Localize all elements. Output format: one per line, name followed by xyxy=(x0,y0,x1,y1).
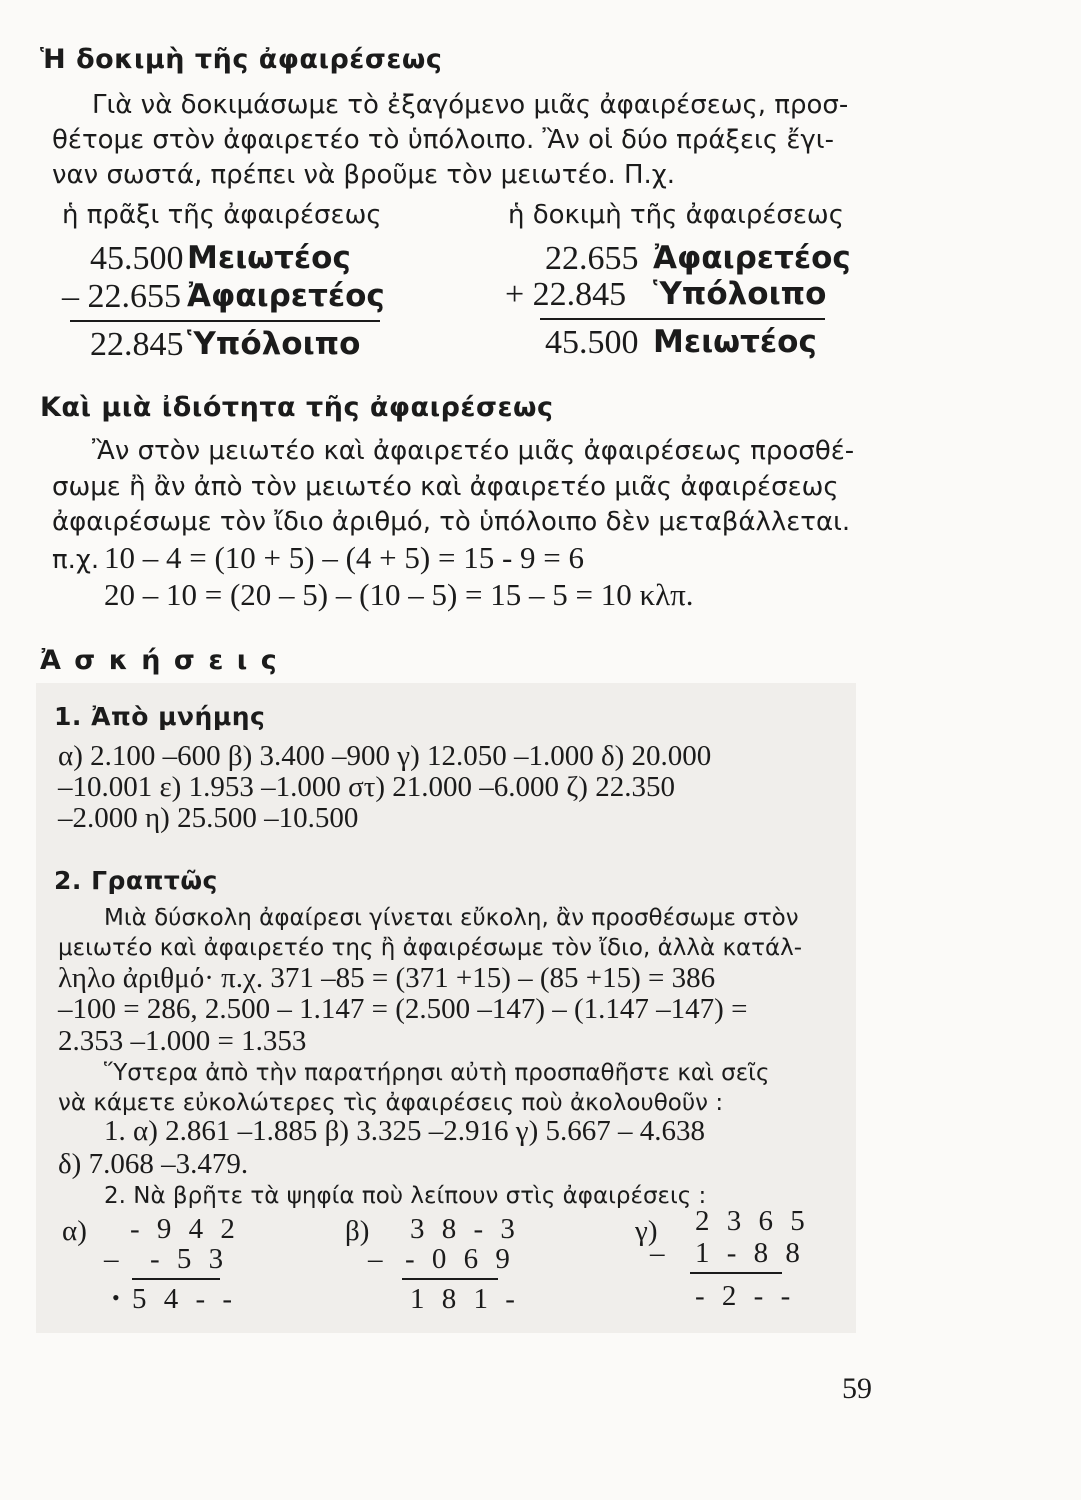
exercise-1-line: –10.001 ε) 1.953 –1.000 στ) 21.000 –6.000 ζ) 22.350 xyxy=(58,771,675,803)
dot-mark: • xyxy=(112,1285,120,1310)
exercise-1-title: 1. Ἀπὸ μνήμης xyxy=(54,702,266,731)
puzzle-c-label: γ) xyxy=(635,1215,658,1247)
puzzle-a-label: α) xyxy=(62,1215,87,1247)
puzzle-b-rule xyxy=(402,1278,498,1280)
puzzle-b-top: 3 8 - 3 xyxy=(410,1213,520,1245)
right-minuend: 45.500 xyxy=(545,324,639,361)
left-subtrahend: – 22.655 xyxy=(62,278,181,315)
right-remainder: + 22.845 xyxy=(505,276,627,313)
puzzle-c-mid: 1 - 8 8 xyxy=(695,1237,805,1269)
paragraph-line: σωμε ἢ ἂν ἀπὸ τὸν μειωτέο καὶ ἀφαιρετέο μιᾶς ἀφαιρέσεως xyxy=(52,472,839,502)
exercise-1-line: α) 2.100 –600 β) 3.400 –900 γ) 12.050 –1.000 δ) 20.000 xyxy=(58,740,712,772)
puzzle-a-result: 5 4 - - xyxy=(132,1283,238,1315)
puzzle-c-sign: – xyxy=(650,1237,665,1269)
section-title-property: Καὶ μιὰ ἰδιότητα τῆς ἀφαιρέσεως xyxy=(40,392,554,423)
section-title-check: Ἡ δοκιμὴ τῆς ἀφαιρέσεως xyxy=(40,44,443,75)
exercise-2-line: 2.353 –1.000 = 1.353 xyxy=(58,1025,307,1057)
puzzle-a-mid: - 5 3 xyxy=(150,1243,229,1275)
right-subtrahend-label: Ἀφαιρετέος xyxy=(653,240,851,276)
puzzle-c-result: - 2 - - xyxy=(695,1280,796,1312)
puzzle-b-sign: – xyxy=(368,1243,383,1275)
right-sum-rule xyxy=(540,318,825,320)
paragraph-line: ναν σωστά, πρέπει νὰ βροῦμε τὸν μειωτέο. Π.χ. xyxy=(52,160,676,190)
paragraph-line: Ἂν στὸν μειωτέο καὶ ἀφαιρετέο μιᾶς ἀφαιρέσεως προσθέ- xyxy=(92,436,855,466)
exercise-2-line: Μιὰ δύσκολη ἀφαίρεσι γίνεται εὔκολη, ἂν προσθέσωμε στὸν xyxy=(104,905,799,931)
puzzle-c-top: 2 3 6 5 xyxy=(695,1205,810,1237)
right-minuend-label: Μειωτέος xyxy=(653,324,817,360)
page-number: 59 xyxy=(842,1372,872,1405)
exercise-2-line: δ) 7.068 –3.479. xyxy=(58,1148,249,1180)
puzzle-a-sign: – xyxy=(104,1243,119,1275)
left-caption: ἡ πρᾶξι τῆς ἀφαιρέσεως xyxy=(62,200,382,230)
paragraph-line: θέτομε στὸν ἀφαιρετέο τὸ ὑπόλοιπο. Ἂν οἱ δύο πράξεις ἔγι- xyxy=(52,125,834,155)
example-line-2: 20 – 10 = (20 – 5) – (10 – 5) = 15 – 5 = 10 κλπ. xyxy=(104,577,694,612)
puzzle-a-top: - 9 4 2 xyxy=(130,1213,240,1245)
right-remainder-label: Ὑπόλοιπο xyxy=(653,276,827,312)
puzzle-c-rule xyxy=(690,1272,782,1274)
left-minuend-label: Μειωτέος xyxy=(187,240,351,276)
exercise-2-title: 2. Γραπτῶς xyxy=(54,866,218,895)
right-caption: ἡ δοκιμὴ τῆς ἀφαιρέσεως xyxy=(508,200,844,230)
puzzle-a-rule xyxy=(132,1278,220,1280)
exercise-2-line: ληλο ἀριθμό· π.χ. 371 –85 = (371 +15) – (85 +15) = 386 xyxy=(58,962,716,994)
exercise-1-line: –2.000 η) 25.500 –10.500 xyxy=(58,802,359,834)
exercise-2-line: –100 = 286, 2.500 – 1.147 = (2.500 –147) – (1.147 –147) = xyxy=(58,993,748,1025)
left-sum-rule xyxy=(70,320,380,322)
exercise-2-line: 2. Νὰ βρῆτε τὰ ψηφία ποὺ λείπουν στὶς ἀφαιρέσεις : xyxy=(104,1183,707,1209)
right-subtrahend: 22.655 xyxy=(545,240,639,277)
exercise-2-line: μειωτέο καὶ ἀφαιρετέο της ἢ ἀφαιρέσωμε τὸν ἴδιο, ἀλλὰ κατάλ- xyxy=(58,935,803,961)
example-line-1: 10 – 4 = (10 + 5) – (4 + 5) = 15 - 9 = 6 xyxy=(104,540,585,575)
left-subtrahend-label: Ἀφαιρετέος xyxy=(187,278,385,314)
exercises-heading: Ἀ σ κ ή σ ε ι ς xyxy=(40,645,279,676)
paragraph-line: Γιὰ νὰ δοκιμάσωμε τὸ ἐξαγόμενο μιᾶς ἀφαιρέσεως, προσ- xyxy=(92,90,849,120)
exercise-2-line: νὰ κάμετε εὐκολώτερες τὶς ἀφαιρέσεις ποὺ ἀκολουθοῦν : xyxy=(58,1090,724,1116)
paragraph-line: ἀφαιρέσωμε τὸν ἴδιο ἀριθμό, τὸ ὑπόλοιπο δὲν μεταβάλλεται. xyxy=(52,507,851,537)
example-prefix: π.χ. xyxy=(52,545,100,575)
left-difference: 22.845 xyxy=(90,326,184,363)
exercise-2-line: Ὕστερα ἀπὸ τὴν παρατήρησι αὐτὴ προσπαθῆστε καὶ σεῖς xyxy=(104,1060,770,1086)
exercise-2-line: 1. α) 2.861 –1.885 β) 3.325 –2.916 γ) 5.667 – 4.638 xyxy=(104,1115,705,1147)
puzzle-b-mid: - 0 6 9 xyxy=(405,1243,515,1275)
puzzle-b-result: 1 8 1 - xyxy=(410,1283,520,1315)
left-minuend: 45.500 xyxy=(90,240,184,277)
left-difference-label: Ὑπόλοιπο xyxy=(187,326,361,362)
puzzle-b-label: β) xyxy=(345,1215,370,1247)
